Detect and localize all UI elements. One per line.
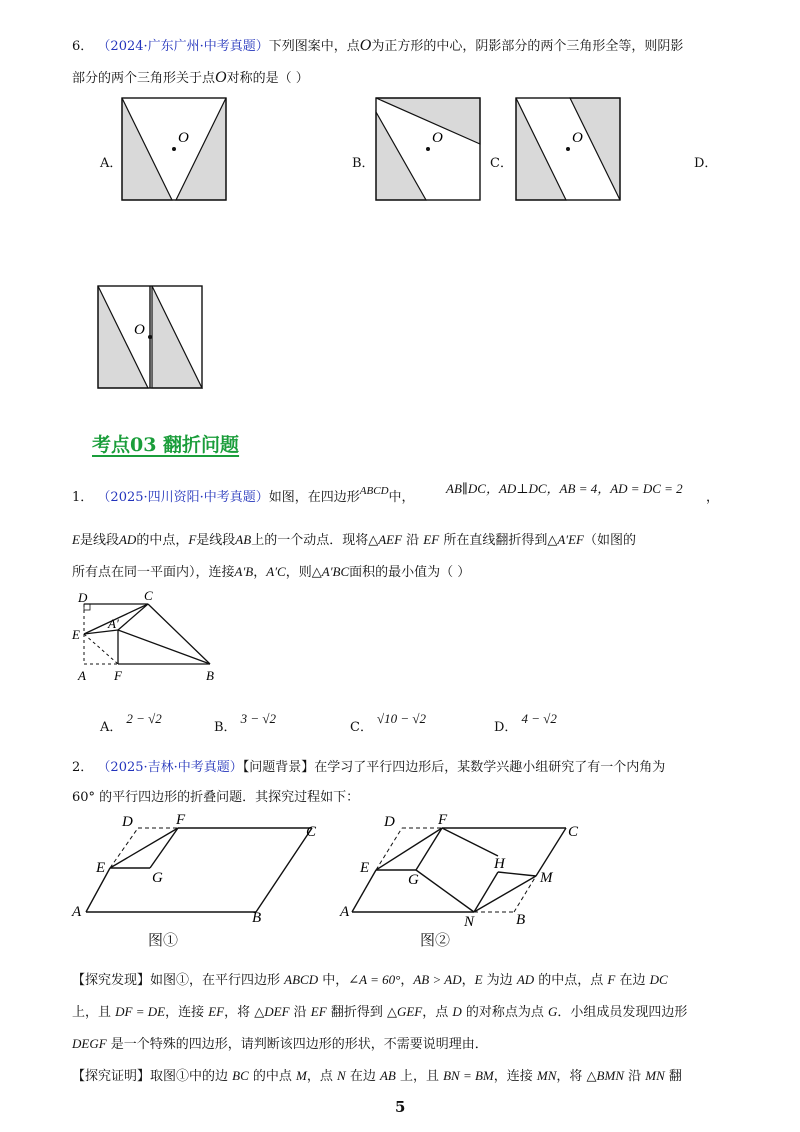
q2-discover-line3: [72, 1034, 488, 1055]
svg-text:D: D: [78, 590, 88, 605]
choice-b: B．3 − √2: [214, 711, 276, 735]
figure-option-b: [374, 96, 484, 202]
svg-text:B: B: [252, 910, 262, 922]
text-segment: ，点: [306, 1069, 338, 1084]
text-segment: ，则: [285, 565, 312, 580]
text-segment: 上，且: [72, 1005, 116, 1020]
math-term: BN = BM: [443, 1068, 494, 1083]
text-segment: 【探究发现】如图①，在平行四边形: [72, 973, 285, 988]
svg-text:F: F: [176, 812, 186, 828]
math-term: △A′EF: [547, 532, 584, 547]
page-number: 5: [395, 1098, 406, 1116]
question-source: （2024·广东广州·中考真题）: [97, 39, 269, 54]
question-number: 2．: [72, 760, 94, 775]
figure-caption-2: 图②: [420, 931, 451, 949]
q6-line1: 6． （2024·广东广州·中考真题）下列图案中，点O为正方形的中心，阴影部分的两个三角形全等，则阴影: [72, 37, 684, 54]
text-segment: ，连接: [165, 1005, 209, 1020]
svg-text:F: F: [438, 812, 448, 828]
text-segment: 在边: [615, 973, 650, 988]
math-term: MN: [645, 1068, 665, 1083]
option-label-b: B．: [352, 156, 375, 171]
point-symbol: O: [359, 37, 372, 54]
text-segment: 所在直线翻折得到: [439, 533, 548, 548]
svg-text:A: A: [78, 668, 86, 683]
text-segment: ．小组成员发现四边形: [557, 1005, 688, 1020]
option-label-d: D．: [694, 156, 718, 171]
text-segment: ，将: [224, 1005, 255, 1020]
question-number: 1．: [72, 490, 94, 505]
math-term: DF = DE: [115, 1004, 166, 1019]
svg-text:C: C: [568, 824, 579, 840]
svg-text:O: O: [432, 130, 443, 146]
svg-text:O: O: [572, 130, 583, 146]
math-term: AB > AD: [413, 972, 462, 987]
math-term: △AEF: [368, 532, 403, 547]
option-label-c: C．: [490, 156, 513, 171]
figure-caption-1: 图①: [148, 931, 179, 949]
math-term: AB: [379, 1068, 396, 1083]
svg-text:B: B: [206, 668, 214, 683]
q2-line2: 60° 的平行四边形的折叠问题．其探究过程如下：: [72, 790, 360, 805]
figure-q2-fig1: [66, 808, 328, 922]
text-segment: 翻折得到: [326, 1005, 387, 1020]
text-segment: 的中点: [248, 1069, 297, 1084]
text-segment: 中，: [318, 973, 349, 988]
text-segment: 是一个特殊的四边形，请判断该四边形的形状，不需要说明理由．: [106, 1037, 488, 1052]
q1-line1: 1． （2025·四川资阳·中考真题）如图，在四边形$^{ABCD}$中，: [72, 485, 415, 505]
text-segment: 的中点，点: [534, 973, 608, 988]
math-term: AD: [118, 532, 137, 547]
q2-line1: 2． （2025·吉林·中考真题）【问题背景】在学习了平行四边形后，某数学兴趣小组研究了有一个内角为: [72, 760, 666, 775]
choice-a: A．2 − √2: [100, 711, 162, 735]
text-segment: 沿: [289, 1005, 311, 1020]
math-term: MN: [536, 1068, 557, 1083]
text-segment: 上，且: [395, 1069, 444, 1084]
q1-line2: [72, 530, 636, 551]
text-segment: 【探究证明】取图①中的边: [72, 1069, 233, 1084]
math-term: AD: [516, 972, 535, 987]
figure-option-c: [514, 96, 624, 202]
math-term: G: [548, 1004, 558, 1019]
svg-text:E: E: [360, 860, 370, 876]
math-term: BC: [232, 1068, 249, 1083]
svg-text:G: G: [152, 870, 163, 886]
math-term: D: [452, 1004, 462, 1019]
text-segment: 在边: [345, 1069, 380, 1084]
choice-c: C．√10 − √2: [350, 711, 426, 735]
svg-text:C: C: [306, 824, 317, 840]
math-term: F: [607, 972, 616, 987]
text-segment: ，: [400, 973, 414, 988]
text-segment: 所有点在同一平面内），连接: [72, 565, 235, 580]
math-term: △DEF: [254, 1004, 290, 1019]
svg-text:D: D: [122, 814, 133, 830]
svg-text:M: M: [540, 870, 553, 886]
figure-option-d: [96, 284, 206, 390]
text-segment: 沿: [624, 1069, 646, 1084]
math-term: E: [72, 532, 80, 547]
svg-text:D: D: [384, 814, 395, 830]
figure-q1-quadrilateral: [64, 588, 234, 688]
math-term: F: [188, 532, 197, 547]
math-term: DC: [649, 972, 668, 987]
text-segment: ，将: [556, 1069, 587, 1084]
math-term: △A′BC: [311, 564, 350, 579]
center-label-o: O: [178, 130, 189, 146]
text-segment: ，连接: [493, 1069, 537, 1084]
svg-text:E: E: [72, 627, 80, 642]
option-label-a: A．: [100, 156, 123, 171]
choice-d: D．4 − √2: [494, 711, 557, 735]
svg-text:B: B: [516, 912, 526, 928]
math-term: A′C: [266, 564, 286, 579]
math-term: N: [337, 1068, 346, 1083]
math-term: EF: [423, 532, 440, 547]
svg-text:C: C: [144, 588, 153, 603]
q2-discover-line1: [72, 970, 668, 991]
math-term: AB: [235, 532, 252, 547]
q2-proof-line: [72, 1066, 682, 1087]
svg-text:A: A: [340, 904, 350, 920]
text-segment: 是线段: [79, 533, 119, 548]
question-number: 6．: [72, 39, 94, 54]
q1-line3: [72, 562, 470, 583]
question-source: （2025·四川资阳·中考真题）: [97, 490, 269, 505]
math-term: E: [474, 972, 483, 987]
text-segment: ，点: [422, 1005, 453, 1020]
text-segment: ，: [461, 973, 475, 988]
math-term: EF: [310, 1004, 327, 1019]
q6-line2: 部分的两个三角形关于点O对称的是（ ）: [72, 69, 309, 86]
text-segment: 上的一个动点．现将: [251, 533, 369, 548]
figure-q2-fig2: [334, 808, 594, 928]
q2-discover-line2: [72, 1002, 687, 1023]
math-term: △GEF: [386, 1004, 423, 1019]
svg-text:E: E: [96, 860, 106, 876]
math-term: EF: [208, 1004, 225, 1019]
text-segment: 是线段: [196, 533, 236, 548]
figure-option-a: [120, 96, 230, 202]
text-segment: ，: [253, 565, 267, 580]
text-segment: 的对称点为点: [461, 1005, 549, 1020]
svg-text:H: H: [494, 856, 505, 872]
text-segment: 面积的最小值为（ ）: [349, 565, 471, 580]
text-segment: （如图的: [584, 533, 637, 548]
text-segment: 的中点，: [136, 533, 189, 548]
math-term: △BMN: [586, 1068, 624, 1083]
question-source: （2025·吉林·中考真题）: [97, 760, 243, 775]
svg-text:G: G: [408, 872, 419, 888]
math-term: M: [296, 1068, 307, 1083]
math-term: DEGF: [72, 1036, 107, 1051]
text-segment: 为边: [482, 973, 517, 988]
math-term: ABCD: [284, 972, 319, 987]
section-heading: 考点03 翻折问题: [92, 434, 240, 456]
svg-text:F: F: [114, 668, 122, 683]
svg-text:N: N: [464, 914, 475, 928]
svg-text:O: O: [134, 322, 145, 338]
svg-text:A: A: [72, 904, 82, 920]
q1-conditions: AB∥DC，AD⊥DC，AB = 4，AD = DC = 2: [446, 481, 683, 496]
math-term: A′B: [234, 564, 254, 579]
text-segment: 沿: [402, 533, 424, 548]
text-segment: 翻: [664, 1069, 682, 1084]
math-term: ∠A = 60°: [348, 972, 401, 987]
svg-text:A′: A′: [108, 616, 119, 631]
